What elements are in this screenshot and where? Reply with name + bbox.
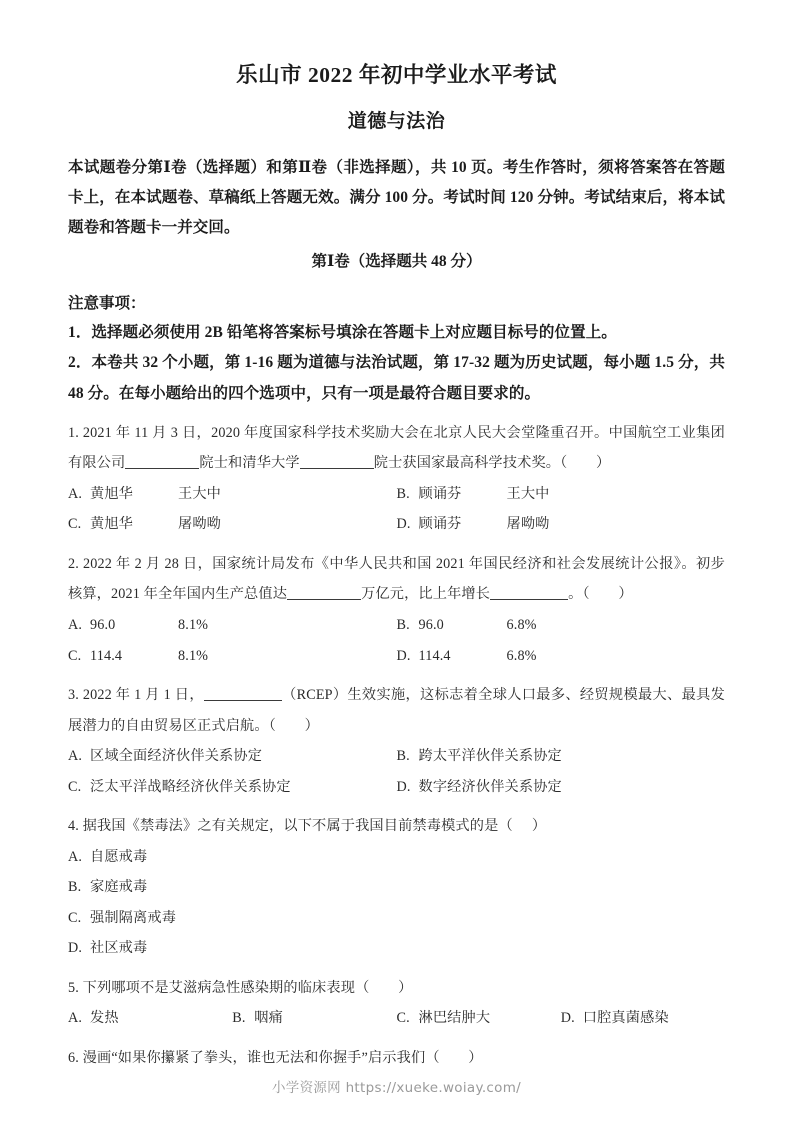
question-stem (68, 680, 725, 741)
question-text-part: 2022 年 2 月 28 日，国家统计局发布《中华人民共和国 2021 年国民经济和社会发展统计公报》。初步核算，2021 年全年国内生产总值达 (68, 555, 726, 603)
notice-item-1: 1．选择题必须使用 2B 铅笔将答案标号填涂在答题卡上对应题目标号的位置上。 (68, 324, 617, 342)
option-d[interactable]: D. 顾诵芬 屠呦呦 (396, 516, 550, 533)
option-row (68, 933, 725, 964)
option-c[interactable]: C. 黄旭华 屠呦呦 (68, 516, 222, 533)
question-number: 5. (68, 979, 79, 996)
option-c[interactable]: C. 强制隔离戒毒 (68, 909, 177, 926)
volume-heading: 第Ⅰ卷（选择题共 48 分） (311, 253, 482, 271)
option-b[interactable]: B. 顾诵芬 王大中 (396, 485, 550, 502)
option-c[interactable]: C. 泛太平洋战略经济伙伴关系协定 (68, 778, 291, 795)
option-row (68, 772, 725, 803)
question-stem (68, 549, 725, 610)
question-number: 1. (68, 424, 79, 441)
option-row (68, 903, 725, 934)
option-row (68, 610, 725, 641)
option-b[interactable]: B. 家庭戒毒 (68, 879, 148, 896)
option-row (68, 741, 725, 772)
option-a[interactable]: A. 发热 (68, 1010, 119, 1027)
option-b[interactable]: B. 96.0 6.8% (396, 617, 537, 633)
option-d[interactable]: D. 114.4 6.8% (396, 647, 537, 664)
question-text-part: 2022 年 1 月 1 日， (82, 687, 204, 704)
question-stem (68, 811, 725, 842)
question-text-part: 万亿元，比上年增长 (361, 586, 491, 603)
question-text-part: 据我国《禁毒法》之有关规定，以下不属于我国目前禁毒模式的是（ (82, 818, 513, 835)
question-text-part: 。（ (568, 586, 590, 603)
question-text-part: ） (596, 455, 611, 472)
fill-blank[interactable] (300, 468, 374, 469)
question-stem (68, 973, 725, 1004)
fill-blank[interactable] (125, 468, 199, 469)
question-3 (68, 671, 725, 802)
question-text-part: 院士和清华大学 (199, 455, 300, 472)
option-row (68, 872, 725, 903)
question-stem (68, 1043, 725, 1074)
question-text-part: ） (304, 717, 319, 734)
option-a[interactable]: A. 96.0 8.1% (68, 617, 209, 633)
option-c[interactable]: C. 淋巴结肿大 (396, 1010, 491, 1027)
question-number: 3. (68, 687, 79, 704)
notice-title: 注意事项： (68, 294, 146, 312)
question-1 (68, 409, 725, 540)
question-text-part: 下列哪项不是艾滋病急性感染期的临床表现（ (82, 979, 370, 996)
option-a[interactable]: A. 黄旭华 王大中 (68, 485, 222, 502)
question-text-part: 2021 年 11 月 3 日，2020 年度国家科学技术奖励大会在北京人民大会堂隆重召开。中国航空工业集团有限公司 (68, 424, 726, 472)
page-subtitle: 道德与法治 (347, 110, 446, 132)
notice-item-2: 2．本卷共 32 个小题，第 1-16 题为道德与法治试题，第 17-32 题为历史试题，每小题 1.5 分，共 48 分。在每小题给出的四个选项中，只有一项是最符合题目要求的。 (68, 354, 725, 402)
option-d[interactable]: D. 数字经济伙伴关系协定 (396, 778, 562, 795)
question-5 (68, 964, 725, 1034)
option-a[interactable]: A. 区域全面经济伙伴关系协定 (68, 748, 263, 765)
site-watermark: 小学资源网 https://xueke.woiay.com/ (271, 1080, 522, 1096)
option-d[interactable]: D. 口腔真菌感染 (560, 1010, 669, 1027)
question-4 (68, 802, 725, 964)
question-text-part: 漫画“如果你攥紧了拳头，谁也无法和你握手”启示我们（ (82, 1049, 440, 1066)
exam-instructions: 本试题卷分第Ⅰ卷（选择题）和第Ⅱ卷（非选择题），共 10 页。考生作答时，须将答案答在答题卡上，在本试题卷、草稿纸上答题无效。满分 100 分。考试时间 120 分钟。考试结束后，将本试题卷和答题卡一并交回。 (68, 158, 725, 237)
option-row (68, 641, 725, 672)
question-text-part: ） (468, 1049, 483, 1066)
question-number: 4. (68, 818, 79, 835)
option-a[interactable]: A. 自愿戒毒 (68, 848, 148, 865)
option-row (68, 479, 725, 510)
question-2 (68, 540, 725, 671)
fill-blank[interactable] (490, 599, 568, 600)
question-number: 2. (68, 555, 79, 572)
question-number: 6. (68, 1049, 79, 1066)
question-text-part: （RCEP）生效实施，这标志着全球人口最多、经贸规模最大、最具发展潜力的自由贸易区正式启航。（ (68, 687, 725, 734)
question-6 (68, 1034, 725, 1074)
question-text-part: ） (618, 586, 633, 603)
option-c[interactable]: C. 114.4 8.1% (68, 647, 209, 664)
option-row (68, 842, 725, 873)
fill-blank[interactable] (204, 700, 282, 701)
option-row (68, 1003, 725, 1034)
question-stem (68, 418, 725, 479)
option-b[interactable]: B. 咽痛 (232, 1010, 283, 1027)
option-b[interactable]: B. 跨太平洋伙伴关系协定 (396, 748, 562, 765)
option-row (68, 509, 725, 540)
page-title: 乐山市 2022 年初中学业水平考试 (236, 63, 557, 87)
fill-blank[interactable] (287, 599, 361, 600)
option-d[interactable]: D. 社区戒毒 (68, 940, 148, 957)
question-text-part: ） (531, 818, 547, 835)
question-text-part: 院士获国家最高科学技术奖。（ (373, 455, 568, 472)
question-text-part: ） (398, 979, 413, 996)
